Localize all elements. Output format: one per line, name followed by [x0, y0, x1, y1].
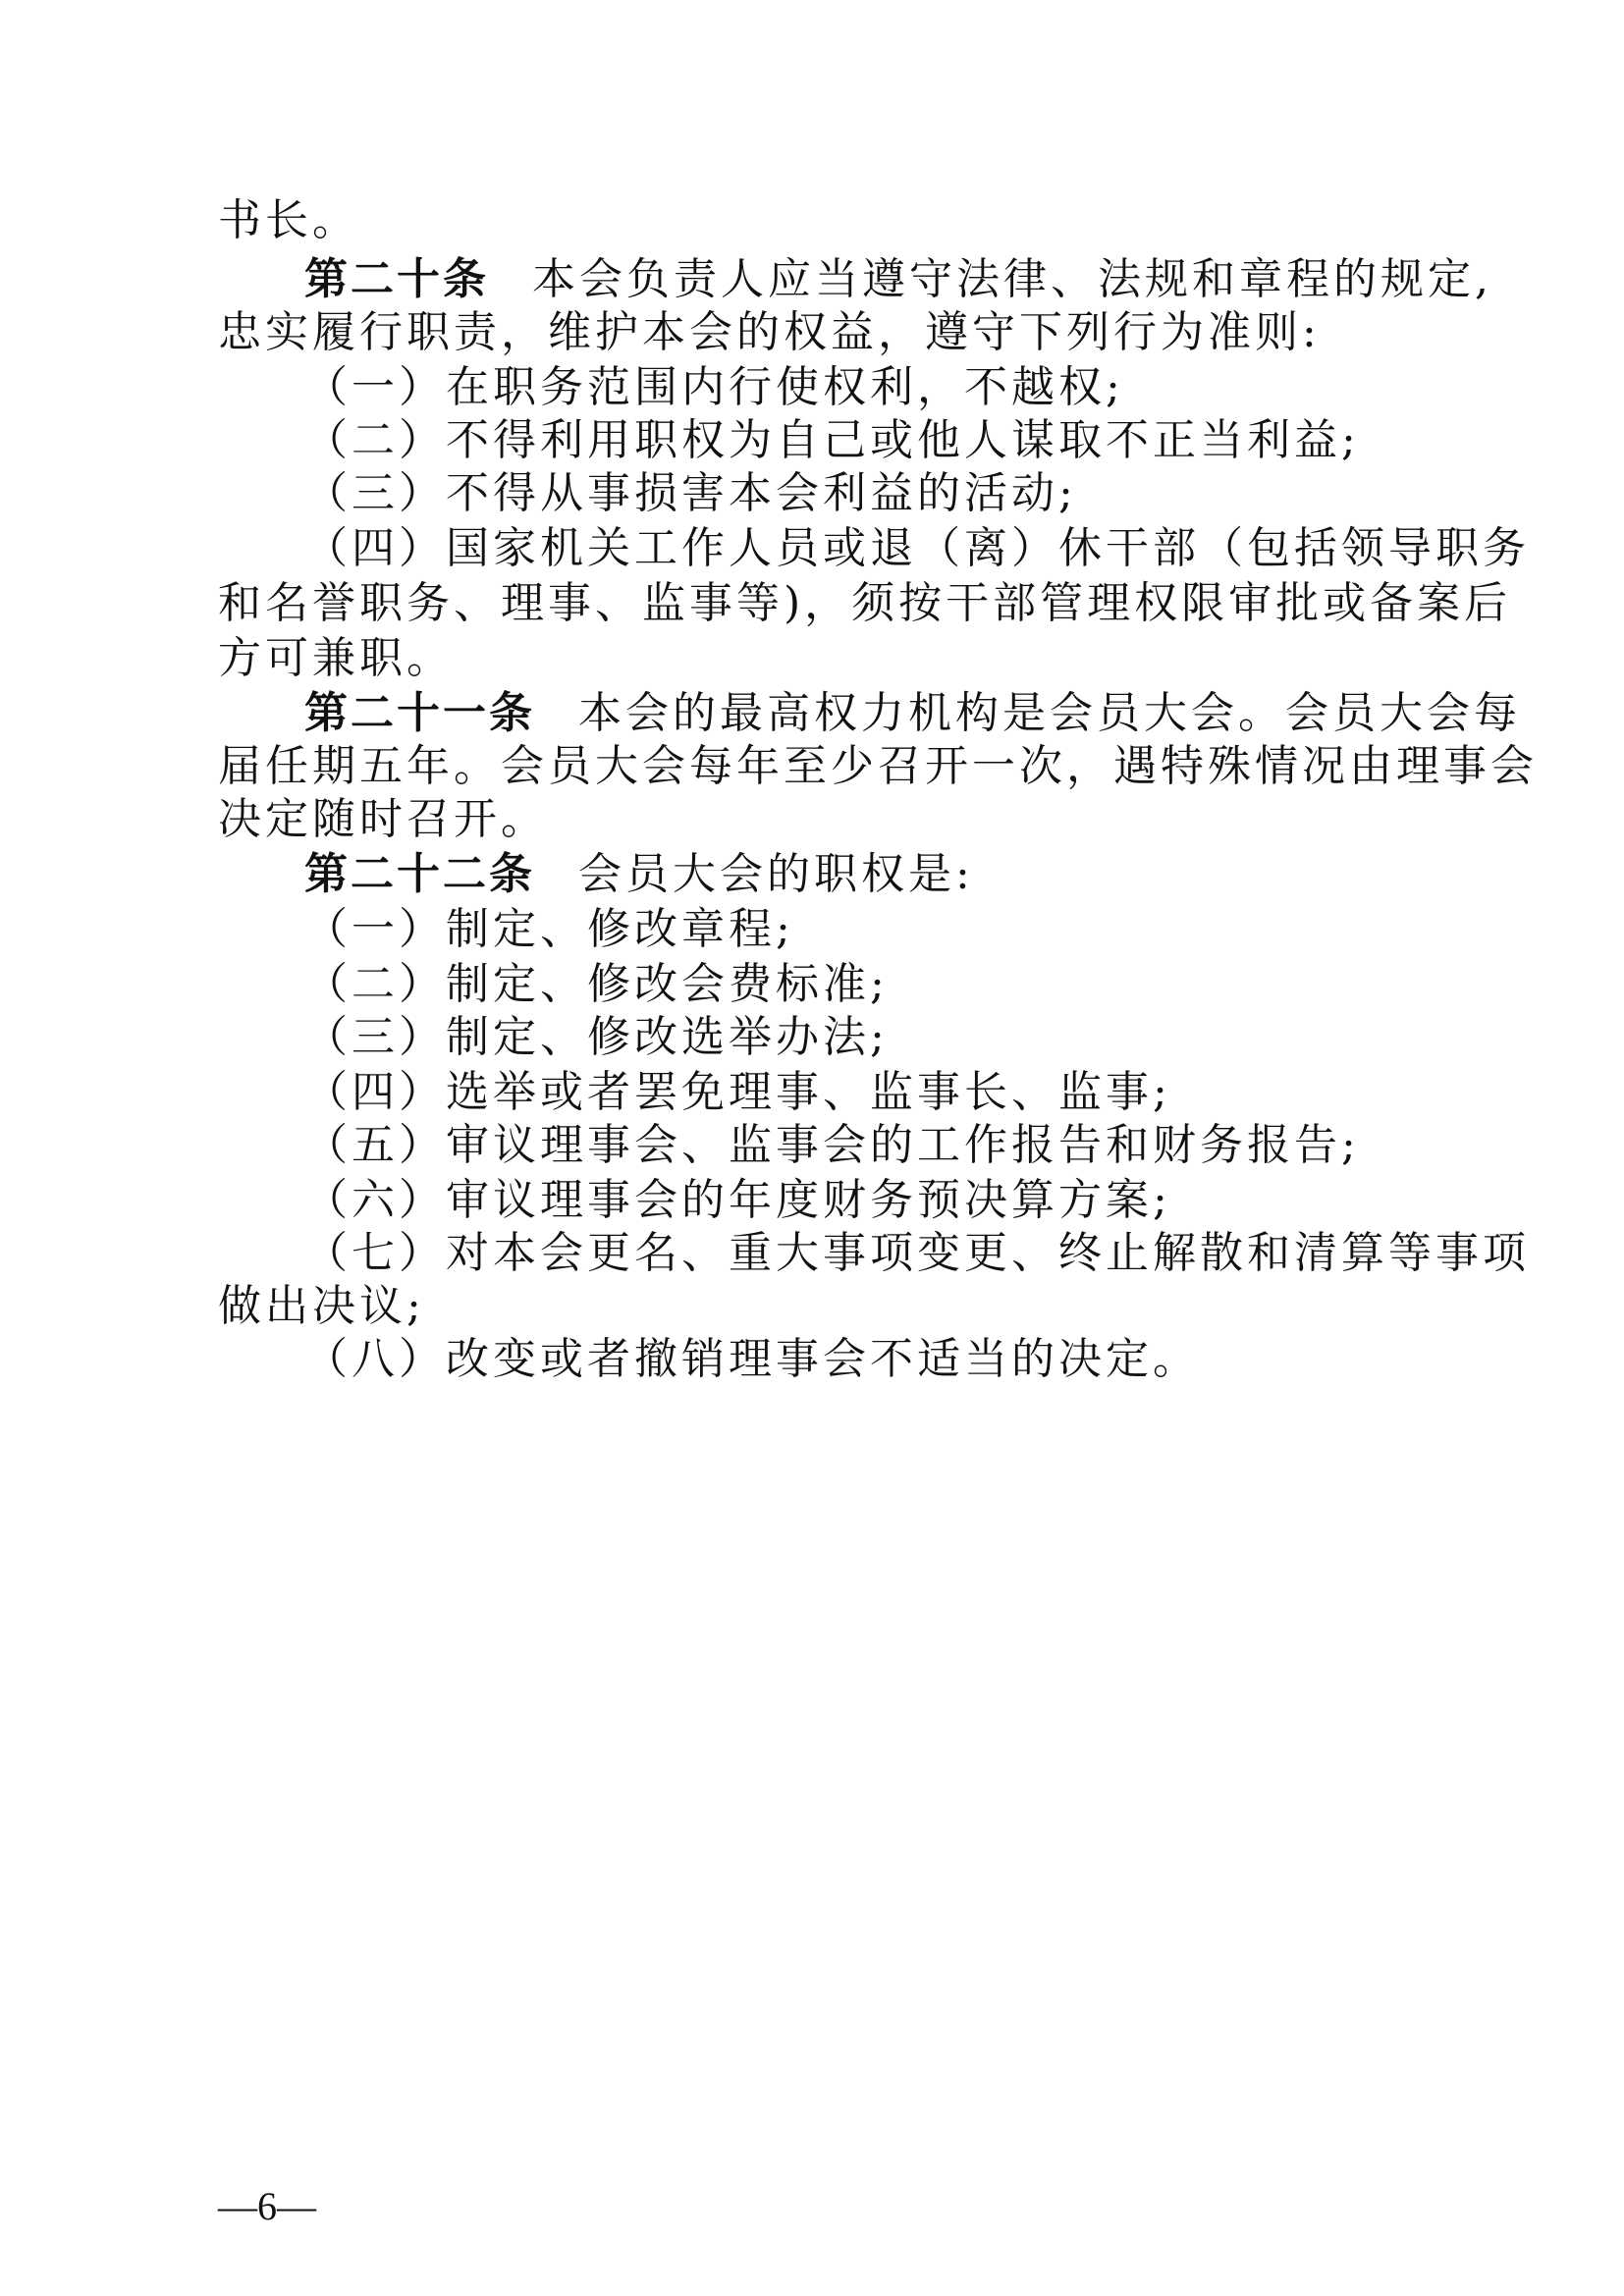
article-20-first-line [304, 251, 1522, 308]
text-line: 届任期五年。会员大会每年至少召开一次，遇特殊情况由理事会 [218, 741, 1538, 791]
article-22-first-line [304, 846, 1522, 903]
text-line [218, 304, 1435, 361]
list-item: （三）不得从事损害本会利益的活动; [304, 468, 1077, 518]
text-line [218, 192, 1435, 249]
page-number: —6— [218, 2184, 316, 2228]
list-item: （二）制定、修改会费标准; [304, 959, 889, 1009]
list-item: （四）选举或者罢免理事、监事长、监事; [304, 1067, 1171, 1117]
list-item: （一）制定、修改章程; [304, 904, 794, 954]
list-item: （五）审议理事会、监事会的工作报告和财务报告; [304, 1120, 1360, 1170]
text-line: 决定随时召开。 [218, 794, 548, 844]
list-item: （八）改变或者撤销理事会不适当的决定。 [304, 1334, 1200, 1384]
article-20-text: 忠实履行职责，维护本会的权益，遵守下列行为准则: [218, 307, 1321, 357]
article-21-text: 本会的最高权力机构是会员大会。会员大会每 [578, 688, 1521, 738]
article-22-text: 会员大会的职权是: [578, 849, 974, 899]
article-20-heading: 第二十条 [304, 254, 489, 304]
list-item: （三）制定、修改选举办法; [304, 1012, 889, 1062]
list-item: （六）审议理事会的年度财务预决算方案; [304, 1175, 1171, 1225]
text-line: 方可兼职。 [218, 633, 454, 683]
list-item: （四）国家机关工作人员或退（离）休干部（包括领导职务 [304, 523, 1530, 573]
article-21-heading: 第二十一条 [304, 688, 535, 738]
continuation-text: 书长。 [218, 195, 359, 245]
article-20-text: 本会负责人应当遵守法律、法规和章程的规定, [532, 254, 1492, 304]
article-22-heading: 第二十二条 [304, 849, 535, 899]
article-21-first-line [304, 685, 1522, 742]
text-line: 做出决议; [218, 1281, 425, 1331]
text-line: 和名誉职务、理事、监事等)，须按干部管理权限审批或备案后 [218, 578, 1512, 628]
list-item: （七）对本会更名、重大事项变更、终止解散和清算等事项 [304, 1228, 1530, 1278]
list-item: （二）不得利用职权为自己或他人谋取不正当利益; [304, 415, 1360, 465]
list-item: （一）在职务范围内行使权利，不越权; [304, 362, 1124, 412]
